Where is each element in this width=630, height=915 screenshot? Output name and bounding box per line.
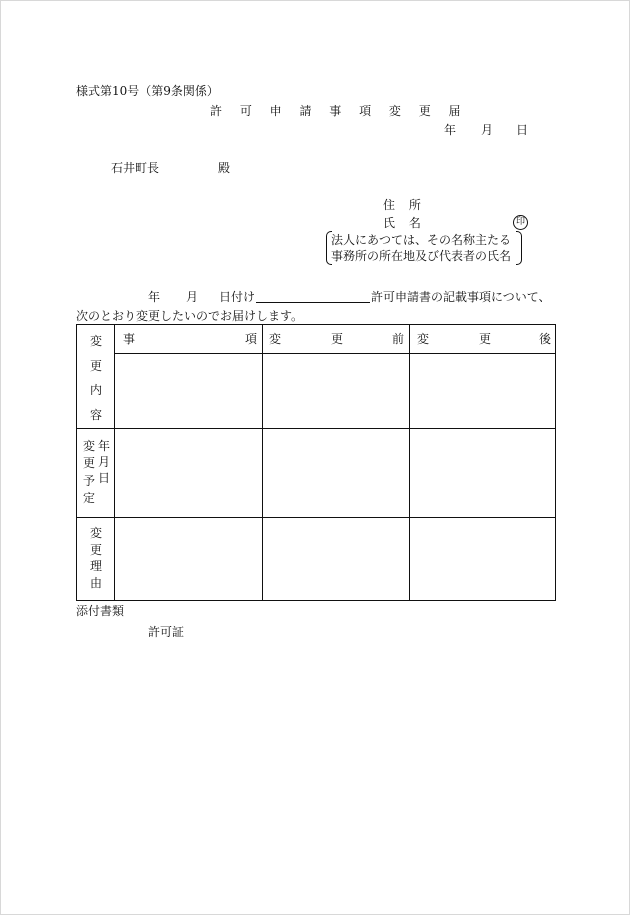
table-row-divider-1 <box>77 428 555 429</box>
date-month: 月 <box>481 123 494 137</box>
statement-line2: 次のとおり変更したいのでお届けします。 <box>76 309 304 323</box>
row-date-right-char2: 月 <box>98 455 111 469</box>
header-item-char2: 項 <box>245 332 258 346</box>
row-date-left-char1: 変 <box>83 439 96 453</box>
note-bracket-right <box>516 231 522 265</box>
date-day: 日 <box>516 123 529 137</box>
addressee-name: 石井町長 <box>111 161 160 175</box>
row-reason-char2: 更 <box>90 542 103 557</box>
row-date-right-char3: 日 <box>98 471 111 485</box>
header-after-char1: 変 <box>417 332 430 346</box>
addressee-honorific: 殿 <box>218 161 231 175</box>
statement-dated: 日付け <box>219 290 256 304</box>
table-vline-3 <box>409 325 410 600</box>
row-label-date-left <box>83 439 95 505</box>
row-content-char3: 内 <box>90 383 103 398</box>
row-date-left-char2: 更 <box>83 456 96 471</box>
corp-note-line2: 事務所の所在地及び代表者の氏名 <box>331 249 512 263</box>
row-label-content <box>90 334 102 422</box>
row-reason-char4: 由 <box>90 575 103 590</box>
statement-year: 年 <box>148 290 161 304</box>
row-label-date-right <box>98 439 110 485</box>
header-before-char3: 前 <box>392 332 405 346</box>
table-header-divider <box>114 353 555 354</box>
statement-month: 月 <box>186 290 199 304</box>
row-date-left-char3: 予 <box>83 473 96 488</box>
form-number: 様式第10号（第9条関係） <box>76 84 219 98</box>
row-date-left-char4: 定 <box>83 490 96 505</box>
row-reason-char3: 理 <box>90 559 103 574</box>
row-date-right-char1: 年 <box>98 439 111 453</box>
header-item-char1: 事 <box>123 332 136 346</box>
seal-mark: 印 <box>513 215 528 230</box>
row-content-char4: 容 <box>90 407 103 422</box>
table-vline-1 <box>114 325 115 600</box>
statement-line1-rest: 許可申請書の記載事項について、 <box>371 290 551 304</box>
date-year: 年 <box>444 123 457 137</box>
table-vline-2 <box>262 325 263 600</box>
row-reason-char1: 変 <box>90 526 103 540</box>
address-label: 住 所 <box>383 198 421 212</box>
attachments-label: 添付書類 <box>76 604 125 618</box>
header-after-char2: 更 <box>479 332 492 346</box>
header-before-char2: 更 <box>331 332 344 346</box>
date-blank-line <box>256 302 370 303</box>
row-content-char2: 更 <box>90 358 103 373</box>
row-label-reason <box>90 526 102 590</box>
form-title: 許 可 申 請 事 項 変 更 届 <box>210 104 463 118</box>
attachments-item: 許可証 <box>148 625 185 639</box>
row-content-char1: 変 <box>90 334 103 348</box>
table-row-divider-2 <box>77 517 555 518</box>
header-after-char3: 後 <box>539 332 552 346</box>
change-table <box>76 324 556 601</box>
corp-note-line1: 法人にあつては、その名称主たる <box>331 233 512 247</box>
header-before-char1: 変 <box>269 332 282 346</box>
name-label: 氏 名 <box>383 216 421 230</box>
